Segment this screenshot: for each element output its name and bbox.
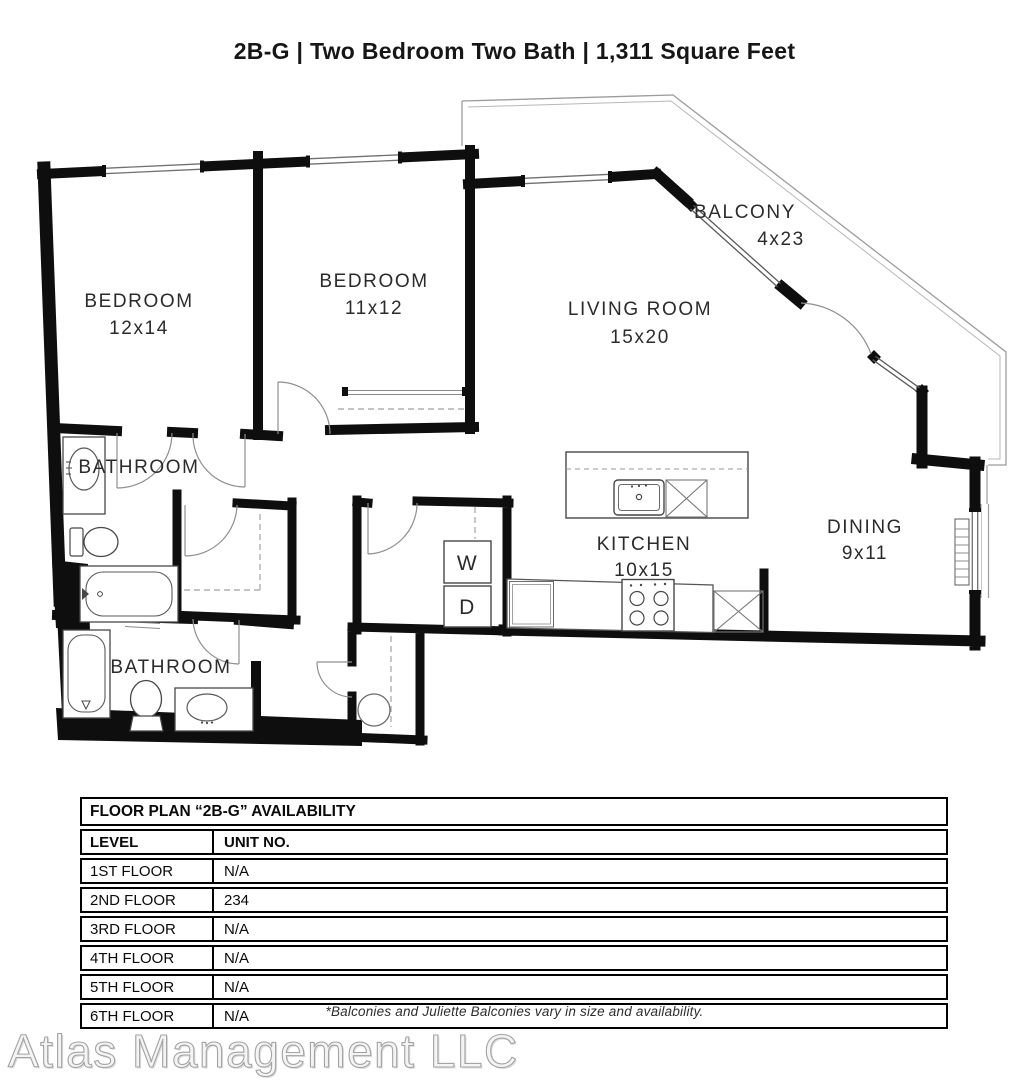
- room-dims-bedroom2: 11x12: [344, 298, 404, 319]
- room-label-bedroom2: BEDROOM: [319, 271, 429, 292]
- column-header-unit-no: UNIT NO.: [224, 833, 290, 851]
- room-label-dining: DINING: [826, 517, 904, 538]
- washer-label: W: [456, 552, 478, 575]
- kitchen-sink: [614, 480, 664, 515]
- toilet: [70, 528, 118, 557]
- room-dims-balcony: 4x23: [757, 229, 805, 250]
- dishwasher: [510, 582, 554, 628]
- balcony-outline: [462, 95, 1006, 598]
- table-row: [80, 887, 948, 913]
- level-cell: 6TH FLOOR: [82, 1005, 214, 1027]
- table-header-row: [80, 829, 948, 855]
- column-header-level: LEVEL: [82, 831, 214, 853]
- room-dims-living-room: 15x20: [610, 327, 670, 348]
- level-cell: 2ND FLOOR: [82, 889, 214, 911]
- table-title-row: [80, 797, 948, 826]
- unit-cell: 234: [224, 891, 250, 909]
- table-title: FLOOR PLAN “2B-G” AVAILABILITY: [90, 802, 356, 820]
- water-heater: [358, 694, 390, 726]
- room-label-kitchen: KITCHEN: [596, 534, 692, 555]
- room-label-living-room: LIVING ROOM: [567, 299, 713, 320]
- unit-cell: N/A: [224, 1007, 250, 1025]
- dryer-label: D: [459, 596, 475, 619]
- room-dims-bedroom1: 12x14: [109, 318, 169, 339]
- balcony-footnote: *Balconies and Juliette Balconies vary in size and availability.: [325, 1004, 704, 1019]
- toilet: [130, 681, 163, 732]
- table-row: [80, 858, 948, 884]
- bathroom2-fixtures: [63, 630, 253, 731]
- page-title: 2B-G | Two Bedroom Two Bath | 1,311 Square Feet: [233, 38, 796, 64]
- level-cell: 1ST FLOOR: [82, 860, 214, 882]
- unit-cell: N/A: [224, 978, 250, 996]
- table-row: [80, 945, 948, 971]
- management-watermark: Atlas Management LLC: [8, 1025, 519, 1077]
- room-label-bathroom2: BATHROOM: [110, 657, 232, 678]
- level-cell: 3RD FLOOR: [82, 918, 214, 940]
- table-row: [80, 916, 948, 942]
- table-row: [80, 974, 948, 1000]
- room-label-bedroom1: BEDROOM: [84, 291, 194, 312]
- stove: [622, 580, 674, 632]
- room-dims-dining: 9x11: [841, 543, 889, 564]
- sink-vanity: [175, 688, 253, 731]
- availability-table: [80, 797, 948, 1029]
- level-cell: 5TH FLOOR: [82, 976, 214, 998]
- kitchen-counter: [507, 579, 763, 633]
- room-dims-kitchen: 10x15: [614, 560, 674, 581]
- refrigerator: [714, 591, 763, 632]
- level-cell: 4TH FLOOR: [82, 947, 214, 969]
- room-label-bathroom1: BATHROOM: [78, 457, 200, 478]
- juliette-balcony: [955, 519, 969, 585]
- bathtub: [80, 566, 178, 622]
- balcony-rail: [684, 198, 929, 398]
- room-label-balcony: BALCONY: [693, 202, 797, 223]
- unit-cell: N/A: [224, 949, 250, 967]
- unit-cell: N/A: [224, 862, 250, 880]
- kitchen-island: [566, 452, 748, 518]
- bathtub: [63, 630, 110, 718]
- unit-cell: N/A: [224, 920, 250, 938]
